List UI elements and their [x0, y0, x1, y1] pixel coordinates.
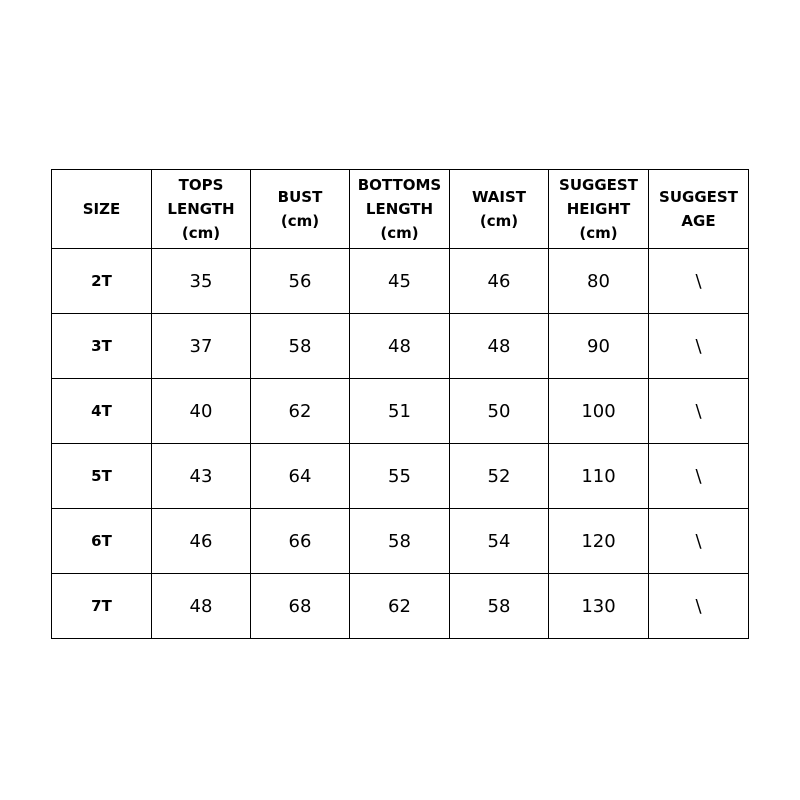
header-waist: WAIST (cm)	[450, 170, 549, 249]
table-row	[52, 444, 749, 509]
suggest-age-cell: \	[649, 509, 749, 574]
waist-cell: 50	[450, 379, 549, 444]
size-cell: 4T	[52, 379, 152, 444]
bust-cell: 64	[251, 444, 350, 509]
waist-cell: 46	[450, 249, 549, 314]
table-row	[52, 249, 749, 314]
waist-cell: 54	[450, 509, 549, 574]
tops-length-cell: 46	[152, 509, 251, 574]
bottoms-length-cell: 48	[350, 314, 450, 379]
table-row	[52, 314, 749, 379]
tops-length-cell: 48	[152, 574, 251, 639]
table-row	[52, 379, 749, 444]
bust-cell: 62	[251, 379, 350, 444]
tops-length-cell: 40	[152, 379, 251, 444]
header-tops-length: TOPS LENGTH (cm)	[152, 170, 251, 249]
suggest-age-cell: \	[649, 444, 749, 509]
table-row	[52, 574, 749, 639]
size-chart-table	[51, 169, 749, 639]
suggest-age-cell: \	[649, 379, 749, 444]
suggest-height-cell: 110	[549, 444, 649, 509]
header-suggest-age: SUGGEST AGE	[649, 170, 749, 249]
waist-cell: 48	[450, 314, 549, 379]
size-cell: 6T	[52, 509, 152, 574]
waist-cell: 52	[450, 444, 549, 509]
bottoms-length-cell: 58	[350, 509, 450, 574]
tops-length-cell: 37	[152, 314, 251, 379]
bust-cell: 58	[251, 314, 350, 379]
suggest-height-cell: 90	[549, 314, 649, 379]
suggest-age-cell: \	[649, 574, 749, 639]
tops-length-cell: 35	[152, 249, 251, 314]
bottoms-length-cell: 45	[350, 249, 450, 314]
header-suggest-height: SUGGEST HEIGHT (cm)	[549, 170, 649, 249]
bust-cell: 66	[251, 509, 350, 574]
suggest-height-cell: 120	[549, 509, 649, 574]
bottoms-length-cell: 51	[350, 379, 450, 444]
waist-cell: 58	[450, 574, 549, 639]
table-row	[52, 509, 749, 574]
bust-cell: 68	[251, 574, 350, 639]
header-bust: BUST (cm)	[251, 170, 350, 249]
bottoms-length-cell: 55	[350, 444, 450, 509]
tops-length-cell: 43	[152, 444, 251, 509]
size-cell: 5T	[52, 444, 152, 509]
suggest-height-cell: 100	[549, 379, 649, 444]
suggest-age-cell: \	[649, 314, 749, 379]
header-row	[52, 170, 749, 249]
size-cell: 2T	[52, 249, 152, 314]
suggest-age-cell: \	[649, 249, 749, 314]
size-cell: 3T	[52, 314, 152, 379]
suggest-height-cell: 80	[549, 249, 649, 314]
size-cell: 7T	[52, 574, 152, 639]
bottoms-length-cell: 62	[350, 574, 450, 639]
header-bottoms-length: BOTTOMS LENGTH (cm)	[350, 170, 450, 249]
suggest-height-cell: 130	[549, 574, 649, 639]
bust-cell: 56	[251, 249, 350, 314]
header-size: SIZE	[52, 170, 152, 249]
